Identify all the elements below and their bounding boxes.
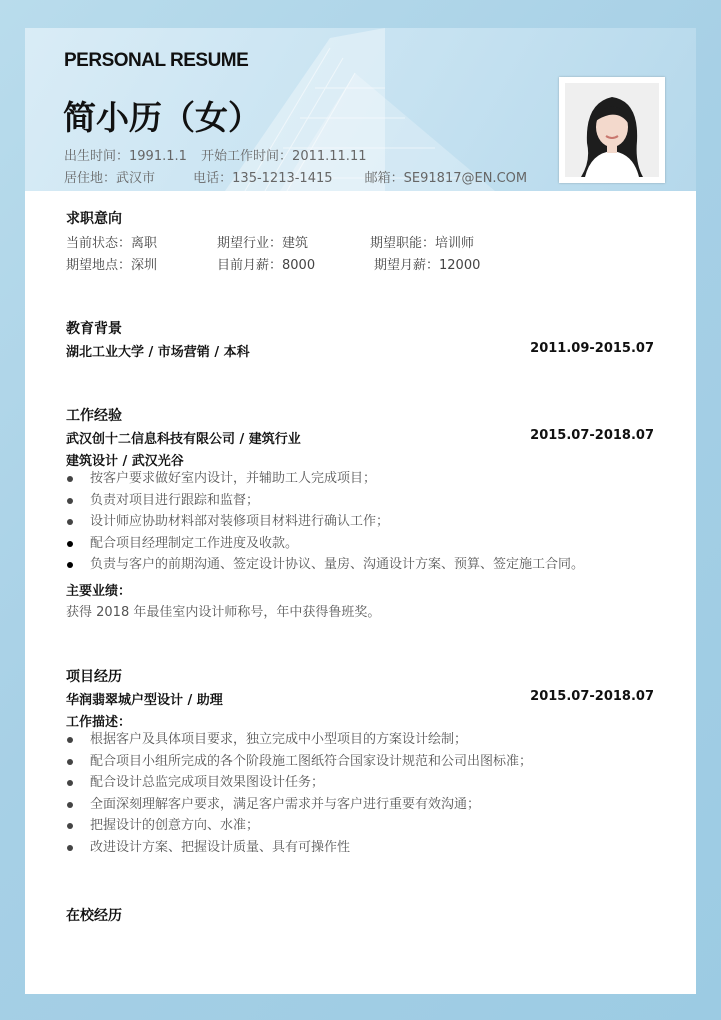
education-entry: 湖北工业大学 / 市场营销 / 本科 <box>66 345 250 360</box>
current-status: 当前状态：离职 <box>66 236 158 251</box>
section-title-work: 工作经验 <box>66 408 122 424</box>
bullet-icon <box>67 845 73 851</box>
work-start-date: 开始工作时间：2011.11.11 <box>201 149 367 164</box>
list-item: 设计师应协助材料部对装修项目材料进行确认工作； <box>66 511 584 533</box>
achievement-label: 主要业绩： <box>66 584 132 599</box>
project-date: 2015.07-2018.07 <box>530 689 654 704</box>
bullet-icon <box>67 541 73 547</box>
list-item: 根据客户及具体项目要求，独立完成中小型项目的方案设计绘制； <box>66 729 532 751</box>
work-company: 武汉创十二信息科技有限公司 / 建筑行业 <box>66 432 301 447</box>
resume-brand-title: PERSONAL RESUME <box>64 50 249 71</box>
bullet-icon <box>67 476 73 482</box>
work-date: 2015.07-2018.07 <box>530 428 654 443</box>
phone: 电话：135-1213-1415 <box>193 171 333 186</box>
expected-function: 期望职能：培训师 <box>370 236 475 251</box>
bullet-icon <box>67 802 73 808</box>
section-title-project: 项目经历 <box>66 669 122 685</box>
bullet-icon <box>67 562 73 568</box>
list-item: 配合项目经理制定工作进度及收款。 <box>66 533 584 555</box>
candidate-name: 简小历（女） <box>63 98 261 137</box>
section-title-job-intention: 求职意向 <box>66 211 122 227</box>
education-date: 2011.09-2015.07 <box>530 341 654 356</box>
bullet-icon <box>67 498 73 504</box>
email: 邮箱：SE91817@EN.COM <box>364 171 528 186</box>
work-position: 建筑设计 / 武汉光谷 <box>66 454 184 469</box>
section-title-campus: 在校经历 <box>66 908 122 924</box>
info-line-1 <box>64 145 376 164</box>
expected-salary: 期望月薪：12000 <box>374 258 481 273</box>
list-item: 负责与客户的前期沟通、签定设计协议、量房、沟通设计方案、预算、签定施工合同。 <box>66 554 584 576</box>
bullet-icon <box>67 823 73 829</box>
expected-industry: 期望行业：建筑 <box>217 236 309 251</box>
project-desc-label: 工作描述： <box>66 715 132 730</box>
bullet-icon <box>67 780 73 786</box>
project-name: 华润翡翠城户型设计 / 助理 <box>66 693 223 708</box>
project-bullet-list <box>66 729 532 859</box>
work-bullet-list <box>66 468 584 576</box>
list-item: 配合项目小组所完成的各个阶段施工图纸符合国家设计规范和公司出图标准； <box>66 751 532 773</box>
birth-date: 出生时间：1991.1.1 <box>64 149 187 164</box>
bullet-icon <box>67 737 73 743</box>
profile-photo <box>559 77 665 183</box>
list-item: 配合设计总监完成项目效果图设计任务； <box>66 772 532 794</box>
info-line-2 <box>64 167 537 186</box>
current-salary: 目前月薪：8000 <box>217 258 316 273</box>
list-item: 改进设计方案、把握设计质量、具有可操作性 <box>66 837 532 859</box>
achievement-text: 获得 2018 年最佳室内设计师称号，年中获得鲁班奖。 <box>66 605 381 620</box>
avatar-icon <box>565 83 659 177</box>
list-item: 全面深刻理解客户要求，满足客户需求并与客户进行重要有效沟通； <box>66 794 532 816</box>
list-item: 按客户要求做好室内设计，并辅助工人完成项目； <box>66 468 584 490</box>
list-item: 把握设计的创意方向、水准； <box>66 815 532 837</box>
resume-page <box>25 28 696 994</box>
section-title-education: 教育背景 <box>66 321 122 337</box>
bullet-icon <box>67 759 73 765</box>
bullet-icon <box>67 519 73 525</box>
expected-location: 期望地点：深圳 <box>66 258 158 273</box>
residence: 居住地：武汉市 <box>64 171 156 186</box>
list-item: 负责对项目进行跟踪和监督； <box>66 490 584 512</box>
